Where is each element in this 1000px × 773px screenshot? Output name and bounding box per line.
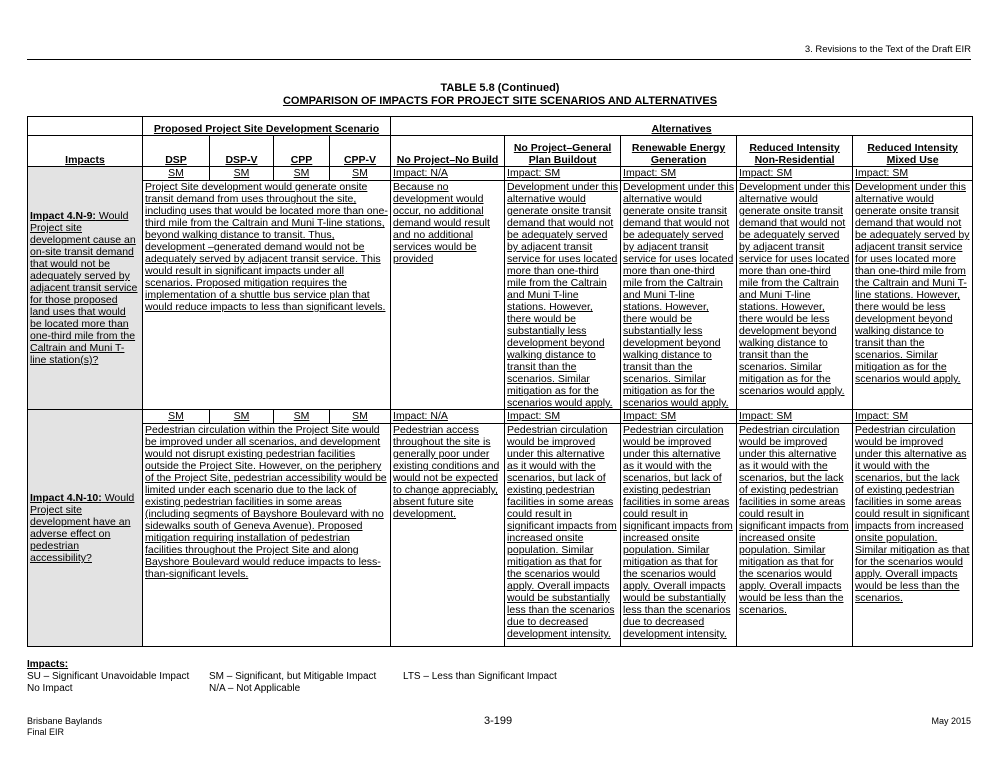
column-header-row — [28, 136, 973, 167]
rating-cppv: SM — [330, 167, 391, 181]
group-header-row — [28, 117, 973, 136]
legend-su: SU – Significant Unavoidable Impact — [27, 671, 190, 682]
general-plan-description: Development under this alternative would generate onsite transit demand that would not be adequately served by adjacent transit service for uses located more than one-third mile from the Caltrain and Muni T-line stations. However, there would be substantially less development beyond walking distance to transit than the scenarios. Similar mitigation as for the scenarios would apply. — [505, 181, 621, 410]
group-header-scenario: Proposed Project Site Development Scenario — [143, 117, 391, 136]
no-build-description: Pedestrian access throughout the site is generally poor under existing conditions and would not be expected to change appreciably, absent future site development. — [391, 424, 505, 647]
page-number: 3-199 — [484, 715, 513, 727]
impact-rating-ri-nonres: Impact: SM — [737, 167, 853, 181]
impact-rating-general-plan: Impact: SM — [505, 167, 621, 181]
rating-dsp: SM — [143, 167, 210, 181]
rating-dspv: SM — [210, 167, 274, 181]
ri-mixed-description: Development under this alternative would generate onsite transit demand that would not be adequately served by adjacent transit service for uses located more than one-third mile from the Caltrain and Muni T-line stations. However, there would be less development beyond walking distance to transit than the scenarios. Similar mitigation as for the scenarios would apply. — [853, 181, 973, 410]
footer-left — [27, 716, 102, 738]
table-row — [28, 410, 973, 424]
rating-cppv: SM — [330, 410, 391, 424]
rating-dspv: SM — [210, 410, 274, 424]
impact-rating-renewable: Impact: SM — [621, 167, 737, 181]
rating-cpp: SM — [274, 167, 330, 181]
col-header-general-plan: No Project–General Plan Buildout — [505, 136, 621, 167]
col-header-dsp: DSP — [143, 136, 210, 167]
table-title — [0, 82, 1000, 108]
legend-sm: SM – Significant, but Mitigable Impact — [209, 671, 377, 682]
general-plan-description: Pedestrian circulation would be improved under this alternative as it would with the scenarios, but lack of existing pedestrian facilities in some areas could result in significant impacts from increased onsite population. Similar mitigation as that for the scenarios would apply. Overall impacts would be substantially less than the scenarios due to decreased development intensity. — [505, 424, 621, 647]
renewable-description: Development under this alternative would generate onsite transit demand that would not be adequately served by adjacent transit service for uses located more than one-third mile from the Caltrain and Muni T-line stations. However, there would be substantially less development beyond walking distance to transit than the scenarios. Similar mitigation as for the scenarios would apply. — [621, 181, 737, 410]
col-header-renewable: Renewable Energy Generation — [621, 136, 737, 167]
col-header-ri-nonres: Reduced Intensity Non-Residential — [737, 136, 853, 167]
legend-row — [27, 683, 557, 695]
renewable-description: Pedestrian circulation would be improved under this alternative as it would with the scenarios, but lack of existing pedestrian facilities in some areas could result in significant impacts from increased onsite population. Similar mitigation as that for the scenarios would apply. Overall impacts would be substantially less than the scenarios due to decreased development intensity. — [621, 424, 737, 647]
footer-date: May 2015 — [931, 716, 971, 726]
running-header: 3. Revisions to the Text of the Draft EIR — [804, 44, 971, 55]
impact-rating-general-plan: Impact: SM — [505, 410, 621, 424]
legend-na: N/A – Not Applicable — [209, 683, 301, 694]
col-header-no-build: No Project–No Build — [391, 136, 505, 167]
impacts-table — [27, 116, 973, 647]
group-header-blank — [28, 117, 143, 136]
table-title-line2: COMPARISON OF IMPACTS FOR PROJECT SITE SCENARIOS AND ALTERNATIVES — [282, 95, 718, 107]
col-header-dspv: DSP-V — [210, 136, 274, 167]
header-rule — [27, 59, 971, 60]
legend-lts: LTS – Less than Significant Impact — [403, 671, 557, 682]
scenario-description: Project Site development would generate onsite transit demand from uses throughout the site, including uses that would be located more than one-third mile from the Caltrain and Muni T-line stations, beyond walking distance to transit. Thus, development –generated demand would not be adequately served by adjacent transit service. This would result in significant impacts under all scenarios. Proposed mitigation requires the implementation of a shuttle bus service plan that would reduce impacts to less than significant levels. — [143, 181, 391, 410]
rating-cpp: SM — [274, 410, 330, 424]
footer-doc: Final EIR — [27, 727, 65, 737]
footer-project: Brisbane Baylands — [27, 716, 103, 726]
col-header-impacts: Impacts — [28, 136, 143, 167]
ri-nonres-description: Pedestrian circulation would be improved under this alternative as it would with the scenarios, but the lack of existing pedestrian facilities in some areas could result in significant impacts from increased onsite population. Similar mitigation as that for the scenarios would apply. Overall impacts would be less than the scenarios. — [737, 424, 853, 647]
impact-cell-4n9: Impact 4.N-9: Would Project site development cause an on-site transit demand that would not be adequately served by adjacent transit service for those proposed land uses that would be located more than one-third mile from the Caltrain and Muni T-line station(s)? — [28, 167, 143, 410]
col-header-ri-mixed: Reduced Intensity Mixed Use — [853, 136, 973, 167]
table-row — [28, 167, 973, 181]
impact-rating-ri-nonres: Impact: SM — [737, 410, 853, 424]
ri-mixed-description: Pedestrian circulation would be improved under this alternative as it would with the scenarios, but the lack of existing pedestrian facilities in some areas could result in significant impacts from increased onsite population. Similar mitigation as that for the scenarios would apply. Overall impacts would be less than the scenarios. — [853, 424, 973, 647]
rating-dsp: SM — [143, 410, 210, 424]
no-build-description: Because no development would occur, no additional demand would result and no additional services would be provided — [391, 181, 505, 410]
table-row — [28, 181, 973, 410]
impact-cell-4n10: Impact 4.N-10: Would Project site development have an adverse effect on pedestrian accessibility? — [28, 410, 143, 647]
impact-rating-no-build: Impact: N/A — [391, 410, 505, 424]
table-row — [28, 424, 973, 647]
col-header-cpp: CPP — [274, 136, 330, 167]
col-header-cppv: CPP-V — [330, 136, 391, 167]
legend-heading: Impacts: — [27, 659, 69, 670]
legend — [27, 659, 557, 695]
impact-rating-renewable: Impact: SM — [621, 410, 737, 424]
legend-row — [27, 671, 557, 683]
impact-rating-no-build: Impact: N/A — [391, 167, 505, 181]
impact-rating-ri-mixed: Impact: SM — [853, 167, 973, 181]
impact-rating-ri-mixed: Impact: SM — [853, 410, 973, 424]
scenario-description: Pedestrian circulation within the Project Site would be improved under all scenarios, and development would not disrupt existing pedestrian facilities outside the Project Site. However, on the periphery of the Project Site, pedestrian accessibility would be limited under each scenario due to the lack of existing pedestrian facilities in some areas (including segments of Bayshore Boulevard with no sidewalks south of Geneva Avenue). Proposed mitigation requiring installation of pedestrian facilities throughout the Project Site and along Bayshore Boulevard would reduce impacts to less-than-significant levels. — [143, 424, 391, 647]
legend-ni: No Impact — [27, 683, 73, 694]
table-title-line1: TABLE 5.8 (Continued) — [440, 82, 560, 94]
group-header-alternatives: Alternatives — [391, 117, 973, 136]
ri-nonres-description: Development under this alternative would generate onsite transit demand that would not be adequately served by adjacent transit service for uses located more than one-third mile from the Caltrain and Muni T-line stations. However, there would be less development beyond walking distance to transit than the scenarios. Similar mitigation as for the scenarios would apply. — [737, 181, 853, 410]
